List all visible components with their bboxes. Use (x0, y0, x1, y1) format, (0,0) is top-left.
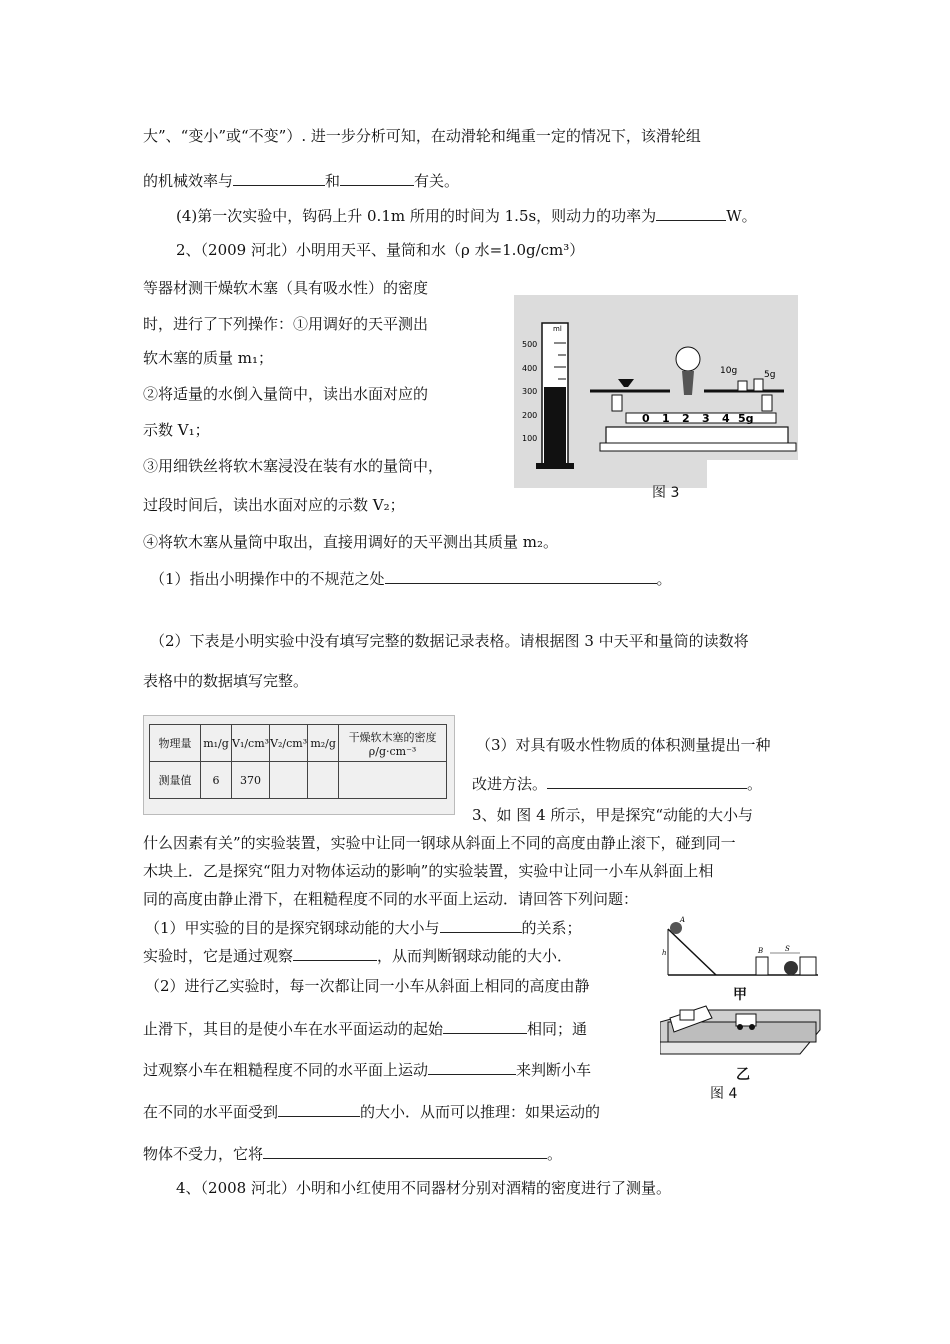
answer-blank (385, 568, 657, 584)
table-header: 物理量 (150, 725, 201, 762)
cylinder-ticks (522, 340, 537, 443)
q2-text-line: 软木塞的质量 m₁； (143, 349, 274, 367)
q1-text-line: 大”、“变小”或“不变”）. 进一步分析可知，在动滑轮和绳重一定的情况下，该滑轮组 (143, 127, 701, 145)
answer-blank (340, 170, 414, 186)
q2-text-line: ③用细铁丝将软木塞浸没在装有水的量筒中， (143, 457, 444, 475)
text: 的机械效率与 (143, 172, 234, 190)
answer-blank (443, 1018, 527, 1034)
scale-mark: 3 (702, 412, 710, 425)
q2-part1 (150, 568, 672, 589)
q2-text-line: 等器材测干燥软木塞（具有吸水性）的密度 (143, 279, 429, 297)
table-cell (339, 762, 447, 799)
text: ，从而判断钢球动能的大小． (377, 947, 573, 965)
q2-part2: （2）下表是小明实验中没有填写完整的数据记录表格。请根据图 3 中天平和量筒的读数将 (150, 632, 749, 650)
text: 改进方法。 (472, 775, 548, 793)
text: 和 (325, 172, 341, 190)
data-record-table (143, 715, 455, 815)
text: 实验时，它是通过观察 (143, 947, 294, 965)
answer-blank (428, 1059, 516, 1075)
q3-part1 (145, 917, 582, 938)
tick-label: 200 (522, 411, 538, 420)
tick-label: 100 (522, 434, 538, 443)
table-cell: 370 (232, 762, 270, 799)
q3-part2 (143, 1101, 600, 1122)
text: 相同；通 (527, 1020, 588, 1038)
q2-part3 (472, 773, 762, 794)
table-header: V₂/cm³ (270, 725, 308, 762)
label-jia: 甲 (733, 987, 747, 1003)
q3-text-line: 3、如 图 4 所示，甲是探究“动能的大小与 (472, 806, 754, 824)
fig-letter: S (785, 945, 790, 953)
table-header: V₁/cm³ (232, 725, 270, 762)
table-cell: 6 (201, 762, 232, 799)
scale-mark: 2 (682, 412, 690, 425)
text: 。 (656, 570, 672, 588)
q2-part3: （3）对具有吸水性物质的体积测量提出一种 (476, 736, 771, 754)
q3-part2: （2）进行乙实验时，每一次都让同一小车从斜面上相同的高度由静 (145, 977, 590, 995)
text: （1）指出小明操作中的不规范之处 (150, 570, 385, 588)
scale-mark: 4 (722, 412, 730, 425)
fig-letter: h (662, 949, 667, 957)
table-cell: 测量值 (150, 762, 201, 799)
q2-text-line: 时，进行了下列操作：①用调好的天平测出 (143, 315, 429, 333)
q2-text-line: 过段时间后，读出水面对应的示数 V₂； (143, 496, 405, 514)
tick-label: 500 (522, 340, 538, 349)
answer-blank (278, 1101, 360, 1117)
text: 物体不受力，它将 (143, 1145, 264, 1163)
q3-part2 (143, 1059, 591, 1080)
label-yi: 乙 (736, 1067, 750, 1083)
table-header: m₂/g (308, 725, 339, 762)
text: 止滑下，其目的是使小车在水平面运动的起始 (143, 1020, 444, 1038)
text: 的关系； (521, 919, 582, 937)
answer-blank (293, 945, 377, 961)
q3-part2 (143, 1018, 587, 1039)
text: 。 (747, 775, 763, 793)
q1-text-line (176, 205, 757, 226)
q2-text-line: ②将适量的水倒入量筒中，读出水面对应的 (143, 385, 429, 403)
answer-blank (547, 773, 747, 789)
q3-text-line: 什么因素有关”的实验装置，实验中让同一钢球从斜面上不同的高度由静止滚下，碰到同一 (143, 834, 736, 852)
figure-4-yi-apparatus (660, 1002, 822, 1060)
tick-label: 300 (522, 387, 538, 396)
q3-text-line: 木块上．乙是探究“阻力对物体运动的影响”的实验装置，实验中让同一小车从斜面上相 (143, 862, 714, 880)
text: 有关。 (414, 172, 460, 190)
q2-text-line: ④将软木塞从量筒中取出，直接用调好的天平测出其质量 m₂。 (143, 533, 559, 551)
fig-letter: B (758, 947, 764, 955)
text: 的大小．从而可以推理：如果运动的 (360, 1103, 601, 1121)
fig-letter: A (680, 916, 686, 924)
table-cell (308, 762, 339, 799)
tick-label: 400 (522, 364, 538, 373)
weight-label: 5g (764, 370, 776, 380)
figure-3-mask (707, 460, 799, 488)
text: 。 (547, 1145, 563, 1163)
text: （1）甲实验的目的是探究钢球动能的大小与 (145, 919, 440, 937)
text: 来判断小车 (516, 1061, 592, 1079)
q2-part2: 表格中的数据填写完整。 (143, 672, 309, 690)
table-header: m₁/g (201, 725, 232, 762)
cylinder-unit: ml (553, 325, 562, 333)
q1-text-line (143, 170, 459, 191)
q3-part2 (143, 1143, 562, 1164)
answer-blank (656, 205, 726, 221)
scale-mark: 5g (738, 412, 754, 425)
figure-4-caption: 图 4 (710, 1086, 738, 1102)
scale-mark: 1 (662, 412, 670, 425)
text: 过观察小车在粗糙程度不同的水平面上运动 (143, 1061, 429, 1079)
scale-mark: 0 (642, 412, 650, 425)
q3-part1 (143, 945, 572, 966)
text: W。 (726, 207, 757, 225)
figure-3-caption: 图 3 (652, 485, 680, 501)
q2-intro: 2、（2009 河北）小明用天平、量筒和水（ρ 水=1.0g/cm³） (176, 241, 585, 259)
q3-text-line: 同的高度由静止滑下，在粗糙程度不同的水平面上运动．请回答下列问题： (143, 890, 639, 908)
text: 在不同的水平面受到 (143, 1103, 279, 1121)
q2-text-line: 示数 V₁； (143, 421, 210, 439)
answer-blank (233, 170, 325, 186)
figure-4-jia-apparatus (660, 913, 822, 979)
table-header: 干燥软木塞的密度ρ/g·cm⁻³ (339, 725, 447, 762)
answer-blank (440, 917, 522, 933)
answer-blank (263, 1143, 547, 1159)
q4-intro: 4、（2008 河北）小明和小红使用不同器材分别对酒精的密度进行了测量。 (176, 1179, 671, 1197)
weight-label: 10g (720, 366, 738, 376)
text: (4)第一次实验中，钩码上升 0.1m 所用的时间为 1.5s，则动力的功率为 (176, 207, 657, 225)
table-cell (270, 762, 308, 799)
